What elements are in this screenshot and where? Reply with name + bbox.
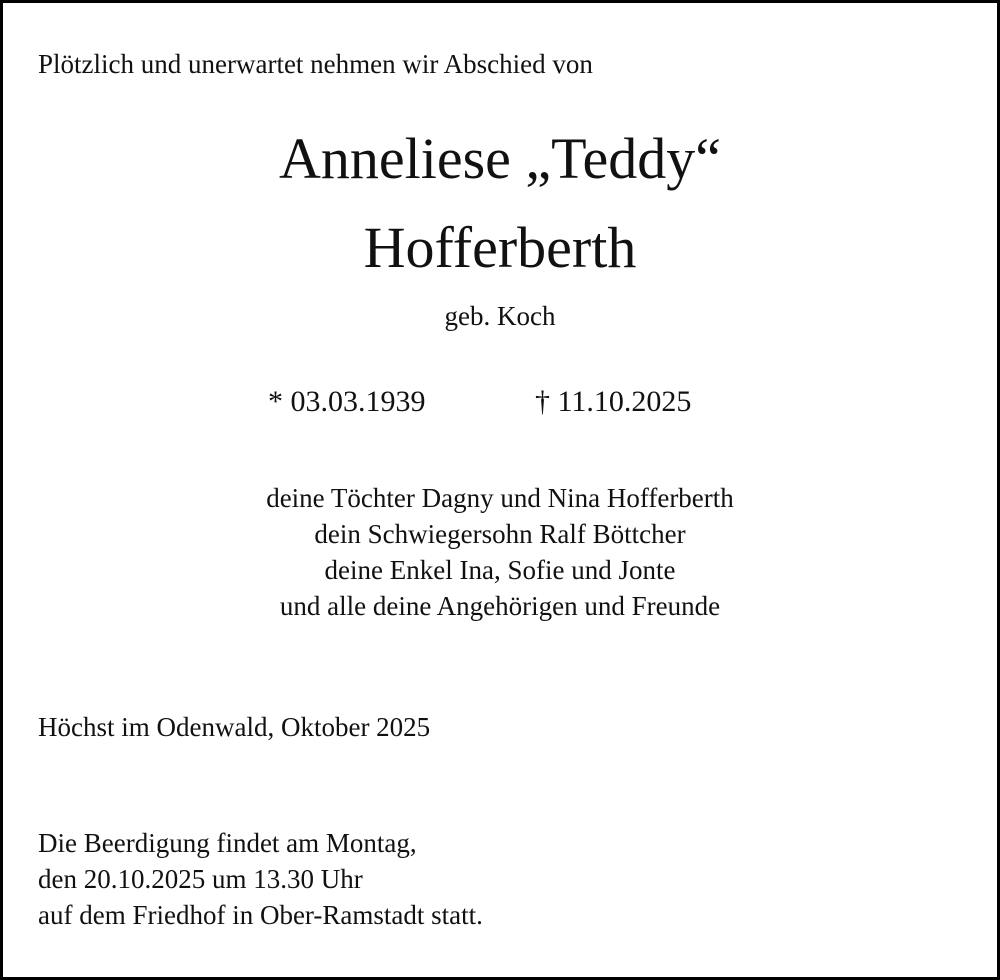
birth-date: * 03.03.1939	[268, 385, 426, 418]
family-line-grandchildren: deine Enkel Ina, Sofie und Jonte	[324, 555, 676, 585]
deceased-surname: Hofferberth	[363, 215, 637, 280]
family-line-son-in-law: dein Schwiegersohn Ralf Böttcher	[314, 519, 686, 549]
family-list	[3, 480, 997, 624]
family-line-daughters: deine Töchter Dagny und Nina Hofferberth	[266, 483, 734, 513]
place-and-date: Höchst im Odenwald, Oktober 2025	[38, 712, 431, 742]
funeral-line-date-time: den 20.10.2025 um 13.30 Uhr	[38, 864, 363, 894]
death-date: † 11.10.2025	[535, 385, 692, 418]
intro-text: Plötzlich und unerwartet nehmen wir Abschied von	[38, 49, 593, 79]
maiden-name: geb. Koch	[444, 301, 556, 331]
family-line-relatives: und alle deine Angehörigen und Freunde	[279, 591, 721, 621]
funeral-line-location: auf dem Friedhof in Ober-Ramstadt statt.	[38, 900, 483, 930]
funeral-line-day: Die Beerdigung findet am Montag,	[38, 828, 417, 858]
funeral-details	[38, 825, 483, 933]
deceased-name-first-line: Anneliese „Teddy“	[278, 126, 722, 191]
